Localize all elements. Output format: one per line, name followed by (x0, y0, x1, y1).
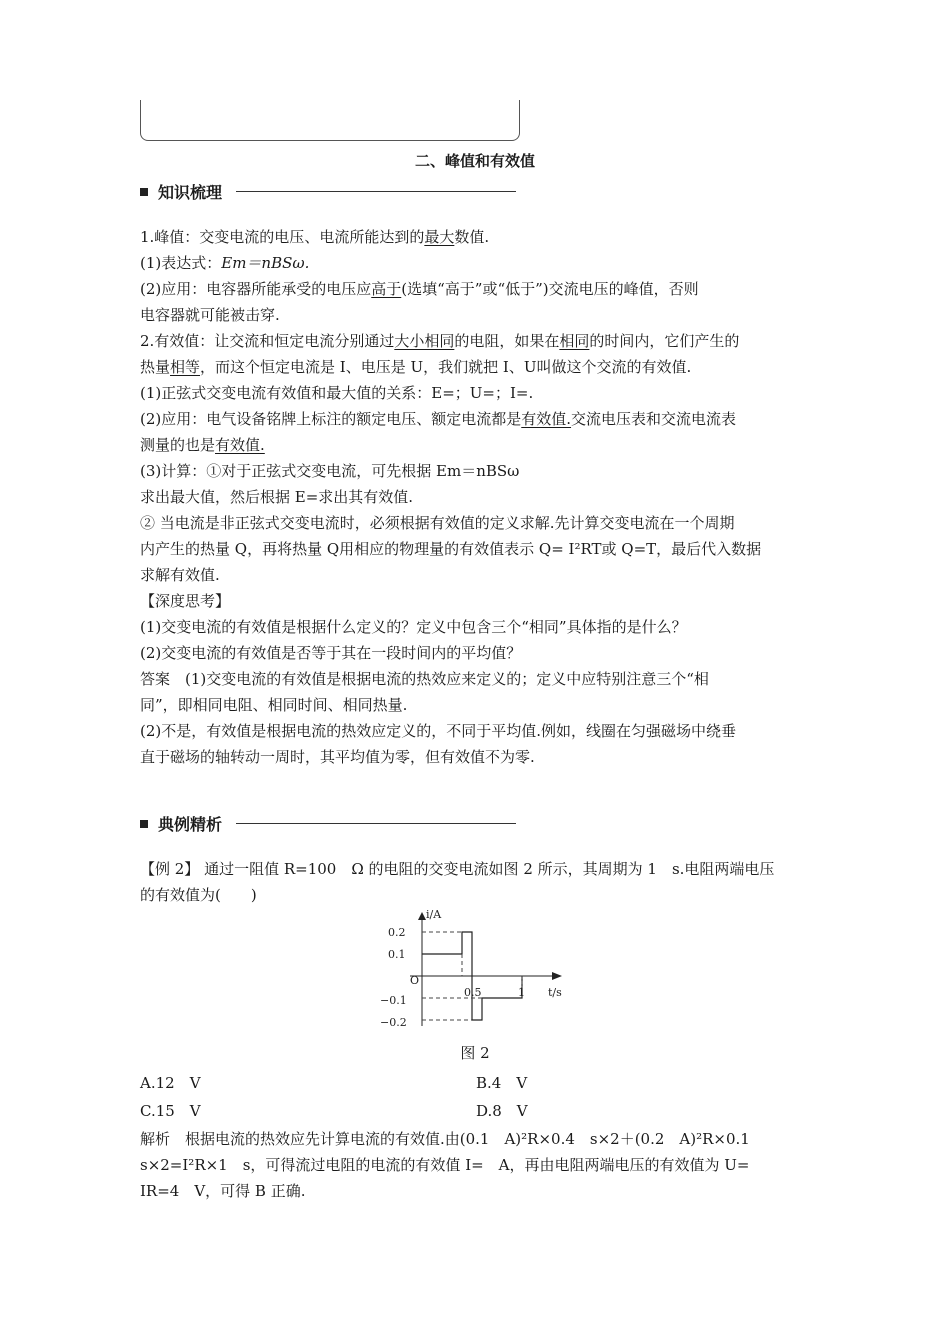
heading-rule (236, 823, 516, 824)
knowledge-body (140, 224, 812, 770)
section-title: 二、峰值和有效值 (414, 152, 535, 170)
para-peak: 1.峰值：交变电流的电压、电流所能达到的最大数值. (140, 228, 490, 246)
para-calc: (3)计算：①对于正弦式交变电流，可先根据 Em＝nBSω (140, 462, 520, 480)
heading-knowledge-label: 知识梳理 (158, 183, 223, 202)
option-b[interactable]: B.4 V (476, 1074, 528, 1092)
y-tick-0.2: 0.2 (388, 926, 406, 939)
square-bullet-icon (140, 820, 148, 828)
heading-knowledge (140, 180, 516, 203)
example-body (140, 856, 812, 908)
figure-caption: 图 2 (460, 1044, 490, 1062)
heading-examples-label: 典例精析 (158, 815, 223, 834)
x-tick-1: 1 (518, 986, 525, 999)
heading-rule (236, 191, 516, 192)
y-tick-minus-0.1: −0.1 (380, 994, 407, 1007)
para-relation: (1)正弦式交变电流有效值和最大值的关系：E=；U=；I=. (140, 384, 534, 402)
para-effective: 2.有效值：让交流和恒定电流分别通过大小相同的电阻，如果在相同的时间内，它们产生的 (140, 332, 740, 350)
answer-1: 答案 (1)交变电流的有效值是根据电流的热效应来定义的；定义中应特别注意三个“相 (140, 670, 709, 688)
origin-label: O (410, 974, 420, 987)
para-nonsine-cont: 内产生的热量 Q，再将热量 Q用相应的物理量的有效值表示 Q= I²RT或 Q=T，最后代入数据 (140, 540, 762, 558)
x-tick-0.5: 0.5 (464, 986, 482, 999)
para-nonsine: ② 当电流是非正弦式交变电流时，必须根据有效值的定义求解.先计算交变电流在一个周期 (140, 514, 735, 532)
answer-1-cont: 同”，即相同电阻、相同时间、相同热量. (140, 696, 408, 714)
example-line-2: 的有效值为( ) (140, 886, 257, 904)
question-2: (2)交变电流的有效值是否等于其在一段时间内的平均值？ (140, 644, 522, 662)
option-a[interactable]: A.12 V (140, 1074, 201, 1092)
box-frame-bottom (140, 100, 520, 141)
option-c[interactable]: C.15 V (140, 1102, 201, 1120)
para-nonsine-end: 求解有效值. (140, 566, 220, 584)
option-d[interactable]: D.8 V (476, 1102, 528, 1120)
y-tick-0.1: 0.1 (388, 948, 406, 961)
para-calc-cont: 求出最大值，然后根据 E=求出其有效值. (140, 488, 414, 506)
para-expression: (1)表达式：Em＝nBSω. (140, 254, 310, 272)
answer-2: (2)不是，有效值是根据电流的热效应定义的，不同于平均值.例如，线圈在匀强磁场中绕垂 (140, 722, 737, 740)
analysis-body (140, 1126, 812, 1204)
y-tick-minus-0.2: −0.2 (380, 1016, 407, 1029)
deep-thinking-title: 【深度思考】 (140, 592, 231, 610)
heading-examples (140, 812, 516, 835)
para-effective-cont: 热量相等，而这个恒定电流是 I、电压是 U，我们就把 I、U叫做这个交流的有效值. (140, 358, 692, 376)
para-nameplate: (2)应用：电气设备铭牌上标注的额定电压、额定电流都是有效值.交流电压表和交流电流表 (140, 410, 737, 428)
analysis-line-3: IR=4 V，可得 B 正确. (140, 1182, 306, 1200)
y-axis-arrow-icon (418, 912, 426, 920)
answer-2-cont: 直于磁场的轴转动一周时，其平均值为零，但有效值不为零. (140, 748, 535, 766)
example-line-1: 【例 2】 通过一阻值 R=100 Ω 的电阻的交变电流如图 2 所示，其周期为 1 s.电阻两端电压 (140, 860, 775, 878)
para-application-cont: 电容器就可能被击穿. (140, 306, 280, 324)
square-bullet-icon (140, 188, 148, 196)
x-axis-arrow-icon (552, 972, 562, 980)
para-application: (2)应用：电容器所能承受的电压应高于(选填“高于”或“低于”)交流电压的峰值，否则 (140, 280, 699, 298)
analysis-line-2: s×2=I²R×1 s，可得流过电阻的电流的有效值 I= A，再由电阻两端电压的有效值为 U= (140, 1156, 750, 1174)
analysis-line-1: 解析 根据电流的热效应先计算电流的有效值.由(0.1 A)²R×0.4 s×2＋(0.2 A)²R×0.1 (140, 1130, 750, 1148)
question-1: (1)交变电流的有效值是根据什么定义的？定义中包含三个“相同”具体指的是什么？ (140, 618, 687, 636)
x-axis-label: t/s (548, 986, 562, 999)
para-nameplate-cont: 测量的也是有效值. (140, 436, 265, 454)
y-axis-label: i/A (426, 908, 442, 921)
